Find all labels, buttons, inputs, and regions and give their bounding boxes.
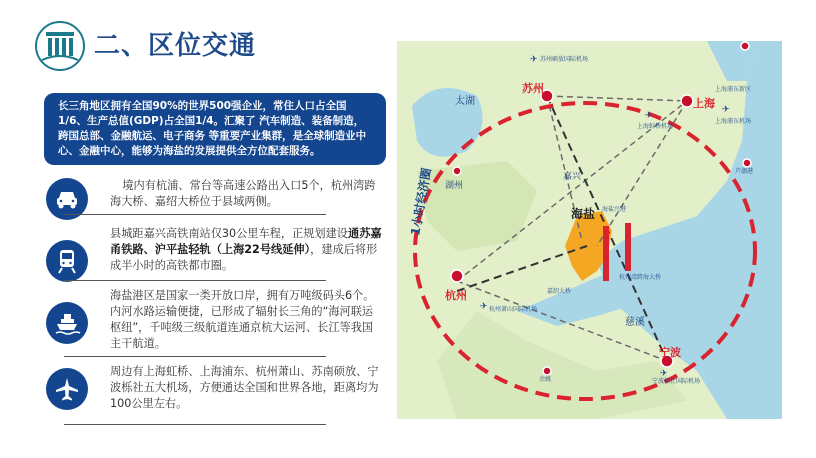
item-text-part: ，建成后将形成半小时的高铁都市圈。 [110, 243, 378, 272]
label-yuyao: 余姚 [539, 376, 552, 383]
list-item [46, 178, 376, 228]
svg-text:✈: ✈ [480, 302, 488, 312]
svg-text:✈: ✈ [722, 105, 730, 115]
port-marker [625, 223, 631, 271]
label-xiaoshan: 杭州萧山国际机场 [489, 306, 538, 313]
label-huzhou: 湖州 [445, 181, 464, 191]
label-luchao: 芦潮港 [735, 168, 754, 175]
huzhou-marker [453, 167, 461, 175]
list-item [46, 364, 379, 420]
label-hongqiao: 上海虹桥机场 [637, 123, 674, 130]
label-suzhou: 苏州 [522, 82, 544, 95]
list-item [46, 226, 382, 286]
label-shuofang: 苏州硕放国际机场 [540, 56, 589, 63]
divider [64, 356, 326, 357]
label-shanghai: 上海 [693, 97, 715, 110]
label-hangzhou: 杭州 [445, 289, 467, 302]
intro-box: 长三角地区拥有全国90%的世界500强企业，常住人口占全国1/6、生产总值(GDP)占全国1/4。汇聚了 汽车制造、装备制造，跨国总部、金融航运、电子商务 等重要产业集群，是全球制造业中心、金融中心，能够为海盐的发展提供全方位配套服务。 [44, 93, 386, 165]
item-text: 周边有上海虹桥、上海浦东、杭州萧山、苏南硕放、宁波栎社五大机场，方便通达全国和世界各地，距离均为100公里左右。 [110, 365, 379, 410]
label-lishe: 宁波栎社国际机场 [652, 378, 701, 385]
label-haiyan: 海盐 [571, 207, 596, 221]
region-map [397, 41, 782, 419]
yuyao-marker [543, 367, 551, 375]
label-xinggang: 海盐兴港 [602, 206, 627, 213]
list-item [46, 288, 376, 358]
plane-icon [46, 368, 88, 410]
item-text: 海盐港区是国家一类开放口岸，拥有万吨级码头6个。内河水路运输便捷，已形成了辐射长三角的“海河联运枢纽”，千吨级三级航道连通京杭大运河、长江等我国主干航道。 [110, 289, 375, 350]
train-icon [46, 240, 88, 282]
page-title: 二、区位交通 [94, 31, 257, 61]
ship-icon [46, 302, 88, 344]
north-marker [741, 42, 749, 50]
hangzhou-marker [451, 270, 463, 282]
svg-text:✈: ✈ [660, 369, 668, 379]
label-ningbo: 宁波 [659, 346, 681, 359]
label-port: 杭州湾跨海大桥 [619, 274, 662, 281]
divider [64, 424, 326, 425]
item-text-bold: 通苏嘉甬铁路、沪平盐轻轨（上海22号线延伸） [110, 227, 382, 256]
item-text [110, 226, 382, 274]
label-pudong-new: 上海浦东新区 [715, 86, 752, 93]
shanghai-marker [681, 95, 693, 107]
svg-text:✈: ✈ [530, 55, 538, 65]
label-ring: 1小时经济圈 [408, 166, 434, 237]
luchao-marker [743, 159, 751, 167]
company-logo [34, 20, 86, 72]
port-marker [603, 226, 609, 281]
divider [64, 214, 326, 215]
label-bridge: 嘉绍大桥 [547, 288, 572, 295]
divider [64, 280, 326, 281]
label-pudong: 上海浦东机场 [715, 118, 752, 125]
label-taihu: 太湖 [455, 96, 475, 107]
label-cixi: 慈溪 [625, 317, 645, 328]
label-jiaxing: 嘉兴 [563, 172, 582, 182]
item-text: 境内有杭浦、常台等高速公路出入口5个，杭州湾跨海大桥、嘉绍大桥位于县域两侧。 [110, 179, 376, 208]
svg-text:✈: ✈ [645, 111, 653, 121]
item-text-part: 县城距嘉兴高铁南站仅30公里车程，正规划建设 [110, 227, 348, 240]
